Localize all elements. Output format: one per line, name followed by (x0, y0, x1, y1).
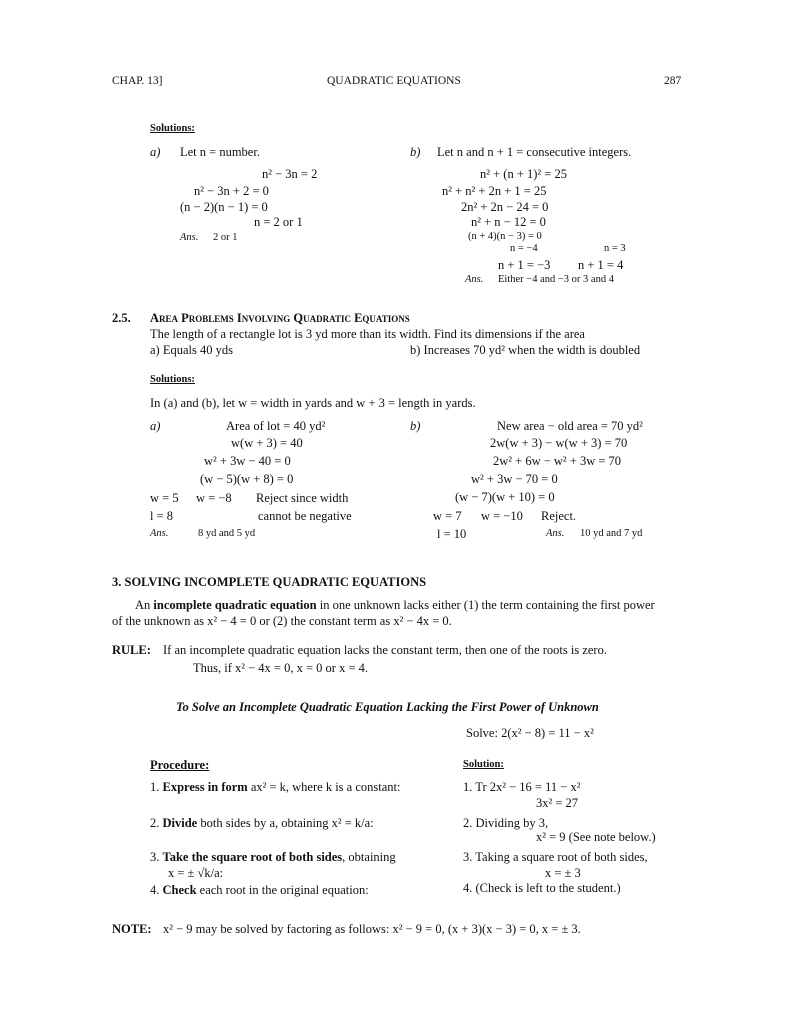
page-number: 287 (664, 75, 682, 87)
equation-line: 2w(w + 3) − w(w + 3) = 70 (490, 436, 628, 450)
answer-label: Ans. (150, 528, 169, 539)
root: n = −4 (510, 243, 538, 254)
equation-line: n = 2 or 1 (254, 215, 303, 229)
procedure-step: 3. Take the square root of both sides, obtaining (150, 850, 396, 864)
answer-label: Ans. (180, 232, 199, 243)
running-header-chapter: CHAP. 13] (112, 75, 163, 87)
problem-part-b: b) Increases 70 yd² when the width is doubled (410, 343, 641, 357)
solutions-heading: Solutions: (150, 374, 195, 385)
equation-line: n² + n² + 2n + 1 = 25 (442, 184, 547, 198)
problem-number: 2.5. (112, 311, 131, 325)
answer-value: Either −4 and −3 or 3 and 4 (498, 274, 614, 285)
answer-value: 10 yd and 7 yd (580, 528, 643, 539)
answer-value: 8 yd and 5 yd (198, 528, 256, 539)
solution-step-line2: 3x² = 27 (536, 796, 579, 810)
equation-line: n² − 3n + 2 = 0 (194, 184, 269, 198)
root: n = 3 (604, 243, 626, 254)
rule-label: RULE: (112, 643, 151, 657)
equation-line: (w − 5)(w + 8) = 0 (200, 472, 294, 486)
equation-line: (n + 4)(n − 3) = 0 (468, 231, 542, 242)
equation-line: w² + 3w − 40 = 0 (204, 454, 291, 468)
equation-line: 2w² + 6w − w² + 3w = 70 (493, 454, 622, 468)
reject-note: Reject. (541, 509, 577, 523)
procedure-step: 4. Check each root in the original equation: (150, 883, 369, 897)
reject-note: cannot be negative (258, 509, 352, 523)
equation-line: n² − 3n = 2 (262, 167, 318, 181)
solution-intro: Let n and n + 1 = consecutive integers. (437, 145, 632, 159)
part-label: b) (410, 145, 421, 159)
solution-step-line2: x = ± 3 (545, 866, 581, 880)
procedure-step-line2: x = ± √k/a: (168, 866, 224, 880)
root: w = −8 (196, 491, 232, 505)
solution-step-line2: x² = 9 (See note below.) (536, 830, 656, 844)
rule-example: Thus, if x² − 4x = 0, x = 0 or x = 4. (193, 661, 368, 675)
note-label: NOTE: (112, 922, 152, 936)
part-label: a) (150, 145, 161, 159)
method-heading: To Solve an Incomplete Quadratic Equation Lacking the First Power of Unknown (176, 700, 599, 714)
root: w = −10 (481, 509, 523, 523)
answer-label: Ans. (465, 274, 484, 285)
solution-step: 2. Dividing by 3, (463, 816, 549, 830)
part-label: a) (150, 419, 161, 433)
procedure-step: 1. Express in form ax² = k, where k is a constant: (150, 780, 401, 794)
procedure-heading: Procedure: (150, 758, 210, 772)
reject-note: Reject since width (256, 491, 349, 505)
part-label: b) (410, 419, 421, 433)
equation-line: n² + n − 12 = 0 (471, 215, 546, 229)
equation-line: (w − 7)(w + 10) = 0 (455, 490, 555, 504)
problem-title: Area Problems Involving Quadratic Equations (150, 311, 410, 325)
solution-step: 3. Taking a square root of both sides, (463, 850, 648, 864)
problem-statement: The length of a rectangle lot is 3 yd more than its width. Find its dimensions if the area (150, 327, 585, 341)
defined-term: incomplete quadratic equation (153, 598, 317, 612)
length-value: l = 8 (150, 509, 174, 523)
solution-step: 4. (Check is left to the student.) (463, 881, 621, 895)
solution-step: 1. Tr 2x² − 16 = 11 − x² (463, 780, 581, 794)
problem-part-a: a) Equals 40 yds (150, 343, 233, 357)
section-paragraph: An incomplete quadratic equation in one unknown lacks either (1) the term containing the first power (135, 598, 655, 612)
answer-label: Ans. (546, 528, 565, 539)
equation-line: w(w + 3) = 40 (231, 436, 303, 450)
note-text: x² − 9 may be solved by factoring as follows: x² − 9 = 0, (x + 3)(x − 3) = 0, x = ± 3. (163, 922, 581, 936)
equation-line: (n − 2)(n − 1) = 0 (180, 200, 268, 214)
equation-line: 2n² + 2n − 24 = 0 (461, 200, 549, 214)
equation-line: w² + 3w − 70 = 0 (471, 472, 558, 486)
solution-intro: In (a) and (b), let w = width in yards and w + 3 = length in yards. (150, 396, 476, 410)
solve-equation: Solve: 2(x² − 8) = 11 − x² (466, 726, 594, 740)
solution-intro: Let n = number. (180, 145, 260, 159)
equation-line: Area of lot = 40 yd² (226, 419, 326, 433)
equation-line: n² + (n + 1)² = 25 (480, 167, 567, 181)
solutions-heading: Solutions: (150, 123, 195, 134)
equation-line: New area − old area = 70 yd² (497, 419, 643, 433)
answer-value: 2 or 1 (213, 232, 238, 243)
next-integer: n + 1 = −3 (498, 258, 551, 272)
rule-text: If an incomplete quadratic equation lacks the constant term, then one of the roots is zero. (163, 643, 607, 657)
length-value: l = 10 (437, 527, 467, 541)
procedure-step: 2. Divide both sides by a, obtaining x² = k/a: (150, 816, 374, 830)
running-header-title: QUADRATIC EQUATIONS (327, 75, 461, 87)
root: w = 7 (433, 509, 462, 523)
section-paragraph-line2: of the unknown as x² − 4 = 0 or (2) the constant term as x² − 4x = 0. (112, 614, 452, 628)
section-title: 3. SOLVING INCOMPLETE QUADRATIC EQUATIONS (112, 575, 427, 589)
next-integer: n + 1 = 4 (578, 258, 624, 272)
root: w = 5 (150, 491, 179, 505)
solution-heading: Solution: (463, 759, 504, 770)
